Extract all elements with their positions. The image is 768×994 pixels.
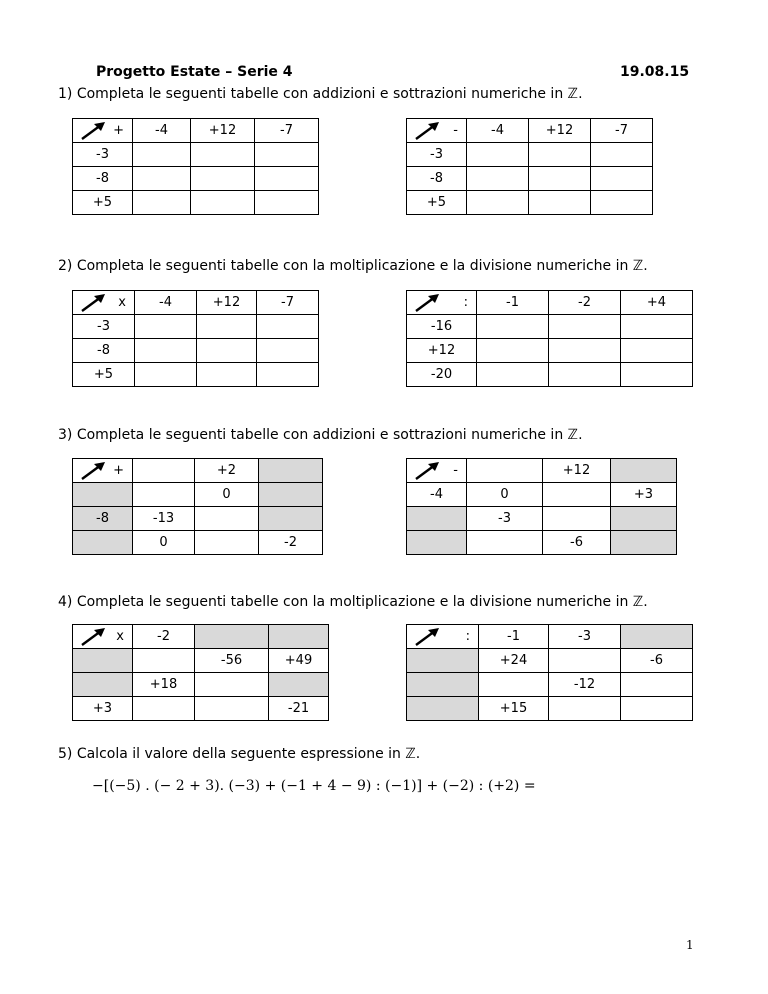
table-cell[interactable] (529, 191, 591, 215)
table-cell: -2 (259, 531, 323, 555)
column-header-cell: -1 (479, 625, 549, 649)
table-cell[interactable] (543, 507, 611, 531)
table-1-addition (72, 118, 319, 215)
column-header-cell: -7 (257, 291, 319, 315)
table-cell[interactable] (133, 697, 195, 721)
table-row (407, 697, 693, 721)
table-cell: 0 (133, 531, 195, 555)
table-cell[interactable] (255, 167, 319, 191)
row-header-cell (407, 531, 467, 555)
table-cell[interactable] (255, 191, 319, 215)
table-cell[interactable] (259, 507, 323, 531)
column-header-cell: -1 (477, 291, 549, 315)
table-cell[interactable] (133, 167, 191, 191)
table-header-row (407, 119, 653, 143)
operator-symbol: x (116, 629, 124, 644)
diagonal-arrow-icon (413, 461, 441, 481)
table-cell[interactable] (479, 673, 549, 697)
column-header-cell: +2 (195, 459, 259, 483)
table-cell[interactable] (621, 315, 693, 339)
operator-symbol: : (465, 629, 470, 644)
table-cell[interactable] (611, 507, 677, 531)
table-cell[interactable] (543, 483, 611, 507)
table-cell[interactable] (549, 339, 621, 363)
table-4-multiplication (72, 624, 329, 721)
table-cell[interactable] (191, 167, 255, 191)
table-cell[interactable] (197, 339, 257, 363)
column-header-cell: -2 (549, 291, 621, 315)
table-cell[interactable] (195, 507, 259, 531)
diagonal-arrow-icon (79, 121, 107, 141)
row-header-cell: -3 (73, 143, 133, 167)
row-header-cell (407, 649, 479, 673)
column-header-cell (259, 459, 323, 483)
table-cell[interactable] (269, 673, 329, 697)
column-header-cell (467, 459, 543, 483)
row-header-cell: -4 (407, 483, 467, 507)
table-cell[interactable] (621, 673, 693, 697)
table-row (407, 363, 693, 387)
table-cell[interactable] (549, 697, 621, 721)
column-header-cell: +12 (529, 119, 591, 143)
table-cell: -21 (269, 697, 329, 721)
table-row (73, 673, 329, 697)
row-header-cell: +5 (407, 191, 467, 215)
table-cell[interactable] (191, 143, 255, 167)
operator-cell (407, 291, 477, 315)
table-row (73, 507, 323, 531)
table-header-row (407, 459, 677, 483)
page-number: 1 (686, 938, 694, 952)
table-cell: +18 (133, 673, 195, 697)
table-row (407, 673, 693, 697)
table-row (73, 143, 319, 167)
table-cell[interactable] (257, 315, 319, 339)
table-cell[interactable] (591, 143, 653, 167)
expression: −[(−5) . (− 2 + 3). (−3) + (−1 + 4 − 9) : (−1)] + (−2) : (+2) = (92, 778, 536, 794)
table-2-multiplication (72, 290, 319, 387)
row-header-cell: -16 (407, 315, 477, 339)
table-header-row (407, 625, 693, 649)
row-header-cell (407, 697, 479, 721)
table-cell[interactable] (529, 143, 591, 167)
column-header-cell: +12 (191, 119, 255, 143)
table-cell[interactable] (591, 167, 653, 191)
table-cell[interactable] (467, 167, 529, 191)
table-cell[interactable] (133, 191, 191, 215)
row-header-cell: +3 (73, 697, 133, 721)
table-row (73, 191, 319, 215)
exercise-5-prompt: 5) Calcola il valore della seguente espressione in ℤ. (58, 746, 421, 762)
table-cell[interactable] (195, 697, 269, 721)
document-date: 19.08.15 (620, 64, 690, 80)
exercise-3-prompt: 3) Completa le seguenti tabelle con addizioni e sottrazioni numeriche in ℤ. (58, 427, 583, 443)
document-title: Progetto Estate – Serie 4 (96, 64, 293, 80)
table-row (407, 507, 677, 531)
table-cell: 0 (467, 483, 543, 507)
table-header-row (73, 119, 319, 143)
column-header-cell: -4 (133, 119, 191, 143)
row-header-cell: +12 (407, 339, 477, 363)
operator-cell (73, 625, 133, 649)
column-header-cell (269, 625, 329, 649)
column-header-cell: -7 (255, 119, 319, 143)
table-header-row (407, 291, 693, 315)
column-header-cell: +12 (197, 291, 257, 315)
table-cell[interactable] (621, 339, 693, 363)
table-cell: +3 (611, 483, 677, 507)
table-row (73, 483, 323, 507)
row-header-cell (73, 483, 133, 507)
table-row (407, 167, 653, 191)
table-cell[interactable] (467, 531, 543, 555)
column-header-cell: -3 (549, 625, 621, 649)
operator-cell (73, 291, 135, 315)
table-row (407, 649, 693, 673)
table-cell: -6 (543, 531, 611, 555)
table-cell[interactable] (197, 315, 257, 339)
table-row (73, 339, 319, 363)
table-cell[interactable] (135, 315, 197, 339)
exercise-1-prompt: 1) Completa le seguenti tabelle con addizioni e sottrazioni numeriche in ℤ. (58, 86, 583, 102)
table-cell: -12 (549, 673, 621, 697)
table-cell[interactable] (133, 143, 191, 167)
table-cell: -6 (621, 649, 693, 673)
table-cell: 0 (195, 483, 259, 507)
row-header-cell: -8 (407, 167, 467, 191)
column-header-cell (611, 459, 677, 483)
table-cell[interactable] (549, 363, 621, 387)
row-header-cell: -3 (407, 143, 467, 167)
row-header-cell: -8 (73, 339, 135, 363)
table-cell[interactable] (477, 315, 549, 339)
table-row (407, 483, 677, 507)
row-header-cell: -20 (407, 363, 477, 387)
diagonal-arrow-icon (79, 293, 107, 313)
operator-cell (407, 459, 467, 483)
table-cell[interactable] (257, 339, 319, 363)
operator-cell (407, 119, 467, 143)
row-header-cell (73, 531, 133, 555)
operator-symbol: - (453, 123, 458, 138)
table-header-row (73, 459, 323, 483)
operator-symbol: : (463, 295, 468, 310)
table-cell[interactable] (133, 483, 195, 507)
diagonal-arrow-icon (79, 627, 107, 647)
table-cell[interactable] (549, 649, 621, 673)
table-row (407, 339, 693, 363)
table-row (407, 315, 693, 339)
operator-symbol: + (113, 463, 124, 478)
table-cell[interactable] (477, 339, 549, 363)
table-cell[interactable] (195, 673, 269, 697)
column-header-cell: -2 (133, 625, 195, 649)
table-4-division (406, 624, 693, 721)
row-header-cell (73, 649, 133, 673)
row-header-cell: -8 (73, 507, 133, 531)
table-1-subtraction (406, 118, 653, 215)
table-cell: -56 (195, 649, 269, 673)
table-cell: +15 (479, 697, 549, 721)
row-header-cell (407, 673, 479, 697)
table-row (73, 363, 319, 387)
table-cell[interactable] (135, 363, 197, 387)
operator-cell (73, 459, 133, 483)
operator-symbol: + (113, 123, 124, 138)
table-cell[interactable] (611, 531, 677, 555)
table-row (73, 167, 319, 191)
table-cell[interactable] (257, 363, 319, 387)
column-header-cell (621, 625, 693, 649)
exercise-2-prompt: 2) Completa le seguenti tabelle con la moltiplicazione e la divisione numeriche in ℤ. (58, 258, 648, 274)
table-cell[interactable] (529, 167, 591, 191)
table-cell: +49 (269, 649, 329, 673)
table-3-addition (72, 458, 323, 555)
table-row (73, 315, 319, 339)
table-cell: +24 (479, 649, 549, 673)
table-row (407, 531, 677, 555)
table-row (407, 191, 653, 215)
table-cell[interactable] (197, 363, 257, 387)
table-cell[interactable] (549, 315, 621, 339)
table-cell[interactable] (477, 363, 549, 387)
table-cell[interactable] (591, 191, 653, 215)
table-cell[interactable] (467, 143, 529, 167)
table-cell[interactable] (195, 531, 259, 555)
diagonal-arrow-icon (413, 293, 441, 313)
table-row (407, 143, 653, 167)
table-cell: -3 (467, 507, 543, 531)
row-header-cell: +5 (73, 363, 135, 387)
table-header-row (73, 625, 329, 649)
row-header-cell: -3 (73, 315, 135, 339)
column-header-cell (133, 459, 195, 483)
table-header-row (73, 291, 319, 315)
operator-cell (407, 625, 479, 649)
column-header-cell: +12 (543, 459, 611, 483)
column-header-cell: -7 (591, 119, 653, 143)
diagonal-arrow-icon (413, 627, 441, 647)
table-cell[interactable] (621, 697, 693, 721)
table-cell[interactable] (191, 191, 255, 215)
row-header-cell: +5 (73, 191, 133, 215)
table-cell[interactable] (135, 339, 197, 363)
column-header-cell: -4 (135, 291, 197, 315)
table-row (73, 649, 329, 673)
table-cell[interactable] (255, 143, 319, 167)
diagonal-arrow-icon (79, 461, 107, 481)
column-header-cell (195, 625, 269, 649)
column-header-cell: -4 (467, 119, 529, 143)
table-2-division (406, 290, 693, 387)
column-header-cell: +4 (621, 291, 693, 315)
table-cell[interactable] (621, 363, 693, 387)
operator-cell (73, 119, 133, 143)
row-header-cell: -8 (73, 167, 133, 191)
exercise-4-prompt: 4) Completa le seguenti tabelle con la moltiplicazione e la divisione numeriche in ℤ. (58, 594, 648, 610)
table-cell[interactable] (259, 483, 323, 507)
table-cell[interactable] (133, 649, 195, 673)
table-cell: -13 (133, 507, 195, 531)
operator-symbol: - (453, 463, 458, 478)
row-header-cell (73, 673, 133, 697)
table-row (73, 531, 323, 555)
table-3-subtraction (406, 458, 677, 555)
diagonal-arrow-icon (413, 121, 441, 141)
operator-symbol: x (118, 295, 126, 310)
table-row (73, 697, 329, 721)
table-cell[interactable] (467, 191, 529, 215)
row-header-cell (407, 507, 467, 531)
